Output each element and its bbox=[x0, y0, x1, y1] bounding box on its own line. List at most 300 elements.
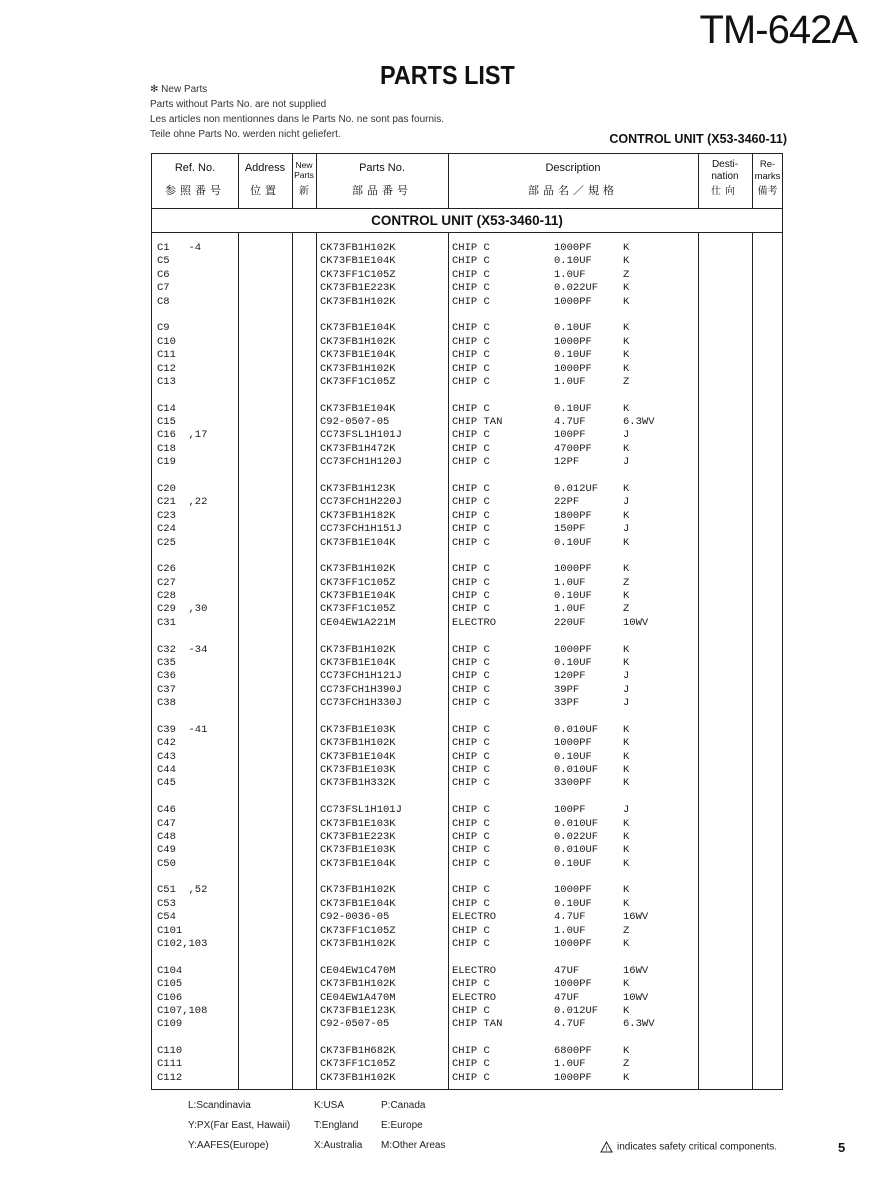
part-number-cell: CK73FB1E104K bbox=[320, 402, 396, 415]
table-row bbox=[152, 911, 782, 924]
col-address-en: Address bbox=[244, 162, 286, 174]
col-new-jp: 新 bbox=[299, 186, 309, 197]
description-cell: ELECTRO bbox=[452, 991, 497, 1004]
table-row bbox=[152, 751, 782, 764]
value-cell: 150PF bbox=[554, 523, 586, 536]
ref-cell: C35 bbox=[157, 656, 176, 669]
value-cell: 0.10UF bbox=[554, 255, 592, 268]
table-row bbox=[152, 1018, 782, 1031]
ref-cell: C12 bbox=[157, 362, 176, 375]
table-row bbox=[152, 764, 782, 777]
ref-cell: C110 bbox=[157, 1045, 183, 1057]
tolerance-cell: K bbox=[623, 590, 630, 602]
tolerance-cell: 6.3WV bbox=[623, 416, 655, 428]
value-cell: 1000PF bbox=[554, 295, 592, 308]
tolerance-cell: K bbox=[623, 362, 630, 375]
description-cell: CHIP C bbox=[452, 335, 490, 348]
table-row bbox=[152, 429, 782, 442]
value-cell: 0.10UF bbox=[554, 322, 592, 335]
ref-cell: C32 -34 bbox=[157, 643, 208, 656]
ref-cell: C39 -41 bbox=[157, 723, 208, 736]
part-number-cell: CK73FB1E104K bbox=[320, 349, 396, 362]
ref-cell: C20 bbox=[157, 482, 176, 495]
part-number-cell: CK73FB1H102K bbox=[320, 978, 396, 991]
value-cell: 1000PF bbox=[554, 335, 592, 348]
part-number-cell: CC73FCH1H120J bbox=[320, 456, 402, 469]
description-cell: CHIP C bbox=[452, 1004, 490, 1017]
tolerance-cell: K bbox=[623, 764, 630, 776]
tolerance-cell: K bbox=[623, 282, 630, 295]
tolerance-cell: 16WV bbox=[623, 964, 649, 977]
description-cell: CHIP C bbox=[452, 857, 490, 870]
value-cell: 1000PF bbox=[554, 1071, 592, 1084]
description-cell: CHIP C bbox=[452, 670, 490, 683]
part-number-cell: CK73FB1H102K bbox=[320, 938, 396, 950]
part-number-cell: CC73FCH1H330J bbox=[320, 697, 402, 710]
table-row bbox=[152, 537, 782, 550]
value-cell: 120PF bbox=[554, 670, 586, 683]
description-cell: CHIP C bbox=[452, 295, 490, 308]
value-cell: 1000PF bbox=[554, 978, 592, 991]
tolerance-cell: 6.3WV bbox=[623, 1018, 655, 1031]
value-cell: 0.10UF bbox=[554, 536, 592, 549]
col-divider bbox=[238, 154, 239, 208]
col-divider bbox=[316, 154, 317, 208]
ref-cell: C46 bbox=[157, 804, 176, 817]
description-cell: CHIP C bbox=[452, 402, 490, 415]
ref-cell: C1 -4 bbox=[157, 242, 202, 254]
ref-cell: C37 bbox=[157, 683, 176, 696]
tolerance-cell: J bbox=[623, 523, 630, 536]
part-number-cell: C92-0036-05 bbox=[320, 911, 390, 924]
description-cell: CHIP C bbox=[452, 830, 490, 843]
tolerance-cell: K bbox=[623, 242, 630, 254]
description-cell: CHIP C bbox=[452, 1071, 490, 1084]
part-number-cell: CK73FF1C105Z bbox=[320, 375, 396, 388]
value-cell: 1.0UF bbox=[554, 924, 586, 937]
description-cell: CHIP C bbox=[452, 268, 490, 281]
value-cell: 0.10UF bbox=[554, 857, 592, 870]
description-cell: CHIP C bbox=[452, 1045, 490, 1057]
note-line: Teile ohne Parts No. werden nicht geliefert. bbox=[150, 129, 341, 140]
description-cell: CHIP C bbox=[452, 737, 490, 750]
ref-cell: C15 bbox=[157, 416, 176, 428]
ref-cell: C112 bbox=[157, 1071, 183, 1084]
ref-cell: C48 bbox=[157, 830, 176, 843]
value-cell: 0.10UF bbox=[554, 750, 592, 763]
ref-cell: C27 bbox=[157, 576, 176, 589]
col-parts-no-en: Parts No. bbox=[359, 162, 405, 174]
tolerance-cell: K bbox=[623, 723, 630, 736]
tolerance-cell: Z bbox=[623, 603, 630, 616]
description-cell: CHIP TAN bbox=[452, 416, 503, 428]
notes bbox=[150, 82, 444, 142]
tolerance-cell: 16WV bbox=[623, 911, 649, 924]
ref-cell: C9 bbox=[157, 322, 170, 335]
value-cell: 1000PF bbox=[554, 737, 592, 750]
col-remarks bbox=[752, 154, 783, 208]
legend-item: Y:AAFES(Europe) bbox=[188, 1140, 269, 1151]
description-cell: CHIP C bbox=[452, 603, 490, 616]
part-number-cell: CK73FB1H102K bbox=[320, 563, 396, 576]
ref-cell: C50 bbox=[157, 857, 176, 870]
tolerance-cell: K bbox=[623, 656, 630, 669]
tolerance-cell: K bbox=[623, 978, 630, 991]
part-number-cell: CK73FB1H472K bbox=[320, 442, 396, 455]
warning-triangle-icon bbox=[600, 1141, 613, 1153]
part-number-cell: CK73FF1C105Z bbox=[320, 924, 396, 937]
tolerance-cell: Z bbox=[623, 924, 630, 937]
part-number-cell: CK73FB1H102K bbox=[320, 362, 396, 375]
svg-text:!: ! bbox=[605, 1146, 608, 1153]
ref-cell: C14 bbox=[157, 402, 176, 415]
note-line: Parts without Parts No. are not supplied bbox=[150, 99, 327, 110]
part-number-cell: CK73FB1E104K bbox=[320, 322, 396, 335]
ref-cell: C47 bbox=[157, 817, 176, 830]
value-cell: 1000PF bbox=[554, 242, 592, 254]
col-new-en: New Parts bbox=[294, 160, 314, 180]
table-row bbox=[152, 376, 782, 389]
ref-cell: C25 bbox=[157, 536, 176, 549]
ref-cell: C105 bbox=[157, 978, 183, 991]
legend-item: M:Other Areas bbox=[381, 1140, 446, 1151]
description-cell: CHIP C bbox=[452, 804, 490, 817]
value-cell: 1000PF bbox=[554, 362, 592, 375]
part-number-cell: CC73FSL1H101J bbox=[320, 804, 402, 817]
description-cell: CHIP C bbox=[452, 764, 490, 776]
description-cell: ELECTRO bbox=[452, 616, 497, 629]
ref-cell: C49 bbox=[157, 844, 176, 857]
col-remarks-en: Re- marks bbox=[754, 159, 781, 182]
description-cell: CHIP C bbox=[452, 576, 490, 589]
value-cell: 47UF bbox=[554, 964, 580, 977]
description-cell: CHIP C bbox=[452, 817, 490, 830]
tolerance-cell: K bbox=[623, 322, 630, 335]
value-cell: 0.010UF bbox=[554, 764, 599, 776]
part-number-cell: CK73FB1E103K bbox=[320, 723, 396, 736]
tolerance-cell: K bbox=[623, 1004, 630, 1017]
safety-caution bbox=[600, 1141, 777, 1153]
part-number-cell: C92-0507-05 bbox=[320, 416, 390, 428]
description-cell: CHIP C bbox=[452, 938, 490, 950]
value-cell: 0.010UF bbox=[554, 817, 599, 830]
note-line: Les articles non mentionnes dans le Parts No. ne sont pas fournis. bbox=[150, 114, 445, 125]
table-row bbox=[152, 363, 782, 376]
table-row bbox=[152, 992, 782, 1005]
table-row bbox=[152, 510, 782, 523]
value-cell: 4700PF bbox=[554, 442, 592, 455]
description-cell: CHIP C bbox=[452, 683, 490, 696]
tolerance-cell: K bbox=[623, 349, 630, 362]
part-number-cell: CK73FB1E103K bbox=[320, 817, 396, 830]
value-cell: 0.10UF bbox=[554, 402, 592, 415]
tolerance-cell: K bbox=[623, 536, 630, 549]
part-number-cell: CK73FB1H102K bbox=[320, 242, 396, 254]
col-destination bbox=[698, 154, 752, 208]
part-number-cell: CK73FB1E123K bbox=[320, 1004, 396, 1017]
tolerance-cell: K bbox=[623, 442, 630, 455]
value-cell: 1000PF bbox=[554, 884, 592, 897]
table-row bbox=[152, 804, 782, 817]
tolerance-cell: K bbox=[623, 844, 630, 857]
tolerance-cell: K bbox=[623, 482, 630, 495]
ref-cell: C6 bbox=[157, 268, 170, 281]
value-cell: 1.0UF bbox=[554, 1058, 586, 1071]
part-number-cell: CC73FSL1H101J bbox=[320, 429, 402, 442]
description-cell: CHIP C bbox=[452, 777, 490, 790]
tolerance-cell: K bbox=[623, 255, 630, 268]
description-cell: CHIP C bbox=[452, 322, 490, 335]
part-number-cell: CK73FB1H102K bbox=[320, 737, 396, 750]
table-row bbox=[152, 456, 782, 469]
table-row bbox=[152, 697, 782, 710]
ref-cell: C10 bbox=[157, 335, 176, 348]
table-row bbox=[152, 898, 782, 911]
table-row bbox=[152, 965, 782, 978]
page-number: 5 bbox=[838, 1140, 846, 1155]
table-row bbox=[152, 296, 782, 309]
part-number-cell: CK73FB1E103K bbox=[320, 844, 396, 857]
ref-cell: C51 ,52 bbox=[157, 884, 208, 897]
table-row bbox=[152, 255, 782, 268]
tolerance-cell: K bbox=[623, 1071, 630, 1084]
value-cell: 33PF bbox=[554, 697, 580, 710]
ref-cell: C42 bbox=[157, 737, 176, 750]
table-row bbox=[152, 1072, 782, 1085]
part-number-cell: CK73FB1E104K bbox=[320, 857, 396, 870]
value-cell: 1000PF bbox=[554, 563, 592, 576]
description-cell: CHIP C bbox=[452, 282, 490, 295]
tolerance-cell: J bbox=[623, 496, 630, 509]
ref-cell: C54 bbox=[157, 911, 176, 924]
tolerance-cell: K bbox=[623, 897, 630, 910]
ref-cell: C21 ,22 bbox=[157, 496, 208, 509]
table-row bbox=[152, 349, 782, 362]
legend-item: P:Canada bbox=[381, 1100, 426, 1111]
part-number-cell: CE04EW1C470M bbox=[320, 964, 396, 977]
value-cell: 12PF bbox=[554, 456, 580, 469]
part-number-cell: CK73FF1C105Z bbox=[320, 576, 396, 589]
value-cell: 0.012UF bbox=[554, 1004, 599, 1017]
ref-cell: C24 bbox=[157, 523, 176, 536]
table-row bbox=[152, 617, 782, 630]
description-cell: CHIP C bbox=[452, 456, 490, 469]
section-title: CONTROL UNIT (X53-3460-11) bbox=[152, 210, 782, 233]
value-cell: 0.10UF bbox=[554, 656, 592, 669]
value-cell: 0.10UF bbox=[554, 897, 592, 910]
part-number-cell: CK73FB1E103K bbox=[320, 764, 396, 776]
value-cell: 1.0UF bbox=[554, 576, 586, 589]
ref-cell: C104 bbox=[157, 964, 183, 977]
col-divider bbox=[698, 154, 699, 208]
col-remarks-jp: 備考 bbox=[757, 186, 778, 197]
col-ref-en: Ref. No. bbox=[174, 162, 216, 174]
ref-cell: C111 bbox=[157, 1058, 183, 1071]
ref-cell: C38 bbox=[157, 697, 176, 710]
description-cell: CHIP C bbox=[452, 897, 490, 910]
description-cell: CHIP C bbox=[452, 723, 490, 736]
value-cell: 4.7UF bbox=[554, 416, 586, 428]
description-cell: CHIP C bbox=[452, 884, 490, 897]
table-row bbox=[152, 1058, 782, 1071]
table-row bbox=[152, 657, 782, 670]
ref-cell: C44 bbox=[157, 764, 176, 776]
tolerance-cell: K bbox=[623, 884, 630, 897]
ref-cell: C19 bbox=[157, 456, 176, 469]
legend-item: T:England bbox=[314, 1120, 359, 1131]
unit-heading: CONTROL UNIT (X53-3460-11) bbox=[609, 132, 787, 146]
part-number-cell: CK73FB1H123K bbox=[320, 482, 396, 495]
table-row bbox=[152, 269, 782, 282]
caution-text: indicates safety critical components. bbox=[617, 1141, 778, 1153]
table-row bbox=[152, 577, 782, 590]
note-line: ✻ New Parts bbox=[150, 84, 208, 95]
value-cell: 1000PF bbox=[554, 938, 592, 950]
value-cell: 0.010UF bbox=[554, 723, 599, 736]
ref-cell: C107,108 bbox=[157, 1004, 208, 1017]
description-cell: CHIP C bbox=[452, 255, 490, 268]
part-number-cell: CC73FCH1H390J bbox=[320, 683, 402, 696]
table-row bbox=[152, 563, 782, 576]
ref-cell: C106 bbox=[157, 991, 183, 1004]
description-cell: CHIP C bbox=[452, 924, 490, 937]
col-ref-jp: 参照番号 bbox=[165, 185, 225, 197]
tolerance-cell: K bbox=[623, 295, 630, 308]
legend-item: E:Europe bbox=[381, 1120, 423, 1131]
value-cell: 220UF bbox=[554, 616, 586, 629]
description-cell: ELECTRO bbox=[452, 964, 497, 977]
tolerance-cell: K bbox=[623, 777, 630, 790]
description-cell: CHIP C bbox=[452, 362, 490, 375]
part-number-cell: CC73FCH1H121J bbox=[320, 670, 402, 683]
tolerance-cell: K bbox=[623, 830, 630, 843]
value-cell: 47UF bbox=[554, 991, 580, 1004]
part-number-cell: CK73FF1C105Z bbox=[320, 1058, 396, 1071]
value-cell: 39PF bbox=[554, 683, 580, 696]
value-cell: 100PF bbox=[554, 429, 586, 442]
part-number-cell: CC73FCH1H220J bbox=[320, 496, 402, 509]
table-row bbox=[152, 938, 782, 951]
tolerance-cell: J bbox=[623, 456, 630, 469]
table-row bbox=[152, 644, 782, 657]
tolerance-cell: K bbox=[623, 509, 630, 522]
value-cell: 1.0UF bbox=[554, 268, 586, 281]
ref-cell: C28 bbox=[157, 590, 176, 602]
table-row bbox=[152, 336, 782, 349]
tolerance-cell: K bbox=[623, 402, 630, 415]
table-row bbox=[152, 242, 782, 255]
ref-cell: C5 bbox=[157, 255, 170, 268]
part-number-cell: CK73FB1E223K bbox=[320, 830, 396, 843]
col-address bbox=[238, 154, 292, 208]
table-row bbox=[152, 603, 782, 616]
description-cell: CHIP C bbox=[452, 496, 490, 509]
table-row bbox=[152, 777, 782, 790]
table-row bbox=[152, 403, 782, 416]
tolerance-cell: 10WV bbox=[623, 616, 649, 629]
part-number-cell: CK73FF1C105Z bbox=[320, 268, 396, 281]
col-divider bbox=[448, 154, 449, 208]
part-number-cell: C92-0507-05 bbox=[320, 1018, 390, 1031]
value-cell: 0.10UF bbox=[554, 590, 592, 602]
table-row bbox=[152, 858, 782, 871]
description-cell: CHIP C bbox=[452, 697, 490, 710]
tolerance-cell: J bbox=[623, 683, 630, 696]
ref-cell: C102,103 bbox=[157, 938, 208, 950]
table-row bbox=[152, 737, 782, 750]
tolerance-cell: J bbox=[623, 429, 630, 442]
table-row bbox=[152, 496, 782, 509]
tolerance-cell: K bbox=[623, 643, 630, 656]
part-number-cell: CK73FB1H102K bbox=[320, 643, 396, 656]
tolerance-cell: 10WV bbox=[623, 991, 649, 1004]
col-ref bbox=[152, 154, 238, 208]
value-cell: 6800PF bbox=[554, 1045, 592, 1057]
value-cell: 100PF bbox=[554, 804, 586, 817]
table-row bbox=[152, 724, 782, 737]
legend-item: L:Scandinavia bbox=[188, 1100, 251, 1111]
ref-cell: C53 bbox=[157, 897, 176, 910]
part-number-cell: CE04EW1A221M bbox=[320, 616, 396, 629]
part-number-cell: CK73FB1E104K bbox=[320, 255, 396, 268]
part-number-cell: CK73FB1E223K bbox=[320, 282, 396, 295]
part-number-cell: CK73FB1H102K bbox=[320, 884, 396, 897]
part-number-cell: CK73FB1E104K bbox=[320, 750, 396, 763]
value-cell: 4.7UF bbox=[554, 1018, 586, 1031]
legend-item: K:USA bbox=[314, 1100, 345, 1111]
ref-cell: C13 bbox=[157, 375, 176, 388]
col-description-en: Description bbox=[545, 162, 601, 174]
description-cell: CHIP TAN bbox=[452, 1018, 503, 1031]
tolerance-cell: Z bbox=[623, 1058, 630, 1071]
value-cell: 0.10UF bbox=[554, 349, 592, 362]
tolerance-cell: K bbox=[623, 563, 630, 576]
tolerance-cell: Z bbox=[623, 576, 630, 589]
description-cell: CHIP C bbox=[452, 509, 490, 522]
value-cell: 1.0UF bbox=[554, 603, 586, 616]
ref-cell: C11 bbox=[157, 349, 176, 362]
ref-cell: C45 bbox=[157, 777, 176, 790]
tolerance-cell: K bbox=[623, 857, 630, 870]
tolerance-cell: Z bbox=[623, 268, 630, 281]
col-new bbox=[292, 154, 316, 208]
value-cell: 22PF bbox=[554, 496, 580, 509]
ref-cell: C18 bbox=[157, 442, 176, 455]
table-row bbox=[152, 590, 782, 603]
part-number-cell: CK73FB1H332K bbox=[320, 777, 396, 790]
description-cell: CHIP C bbox=[452, 482, 490, 495]
model-number: TM-642A bbox=[699, 8, 857, 52]
value-cell: 1800PF bbox=[554, 509, 592, 522]
table-row bbox=[152, 818, 782, 831]
table-header bbox=[152, 154, 782, 209]
description-cell: CHIP C bbox=[452, 429, 490, 442]
table-row bbox=[152, 443, 782, 456]
table-row bbox=[152, 978, 782, 991]
part-number-cell: CK73FB1E104K bbox=[320, 590, 396, 602]
value-cell: 0.012UF bbox=[554, 482, 599, 495]
part-number-cell: CK73FB1H182K bbox=[320, 509, 396, 522]
ref-cell: C109 bbox=[157, 1018, 183, 1031]
ref-cell: C26 bbox=[157, 563, 176, 576]
ref-cell: C29 ,30 bbox=[157, 603, 208, 616]
table-row bbox=[152, 884, 782, 897]
description-cell: CHIP C bbox=[452, 349, 490, 362]
description-cell: CHIP C bbox=[452, 442, 490, 455]
tolerance-cell: K bbox=[623, 1045, 630, 1057]
ref-cell: C31 bbox=[157, 616, 176, 629]
description-cell: CHIP C bbox=[452, 536, 490, 549]
